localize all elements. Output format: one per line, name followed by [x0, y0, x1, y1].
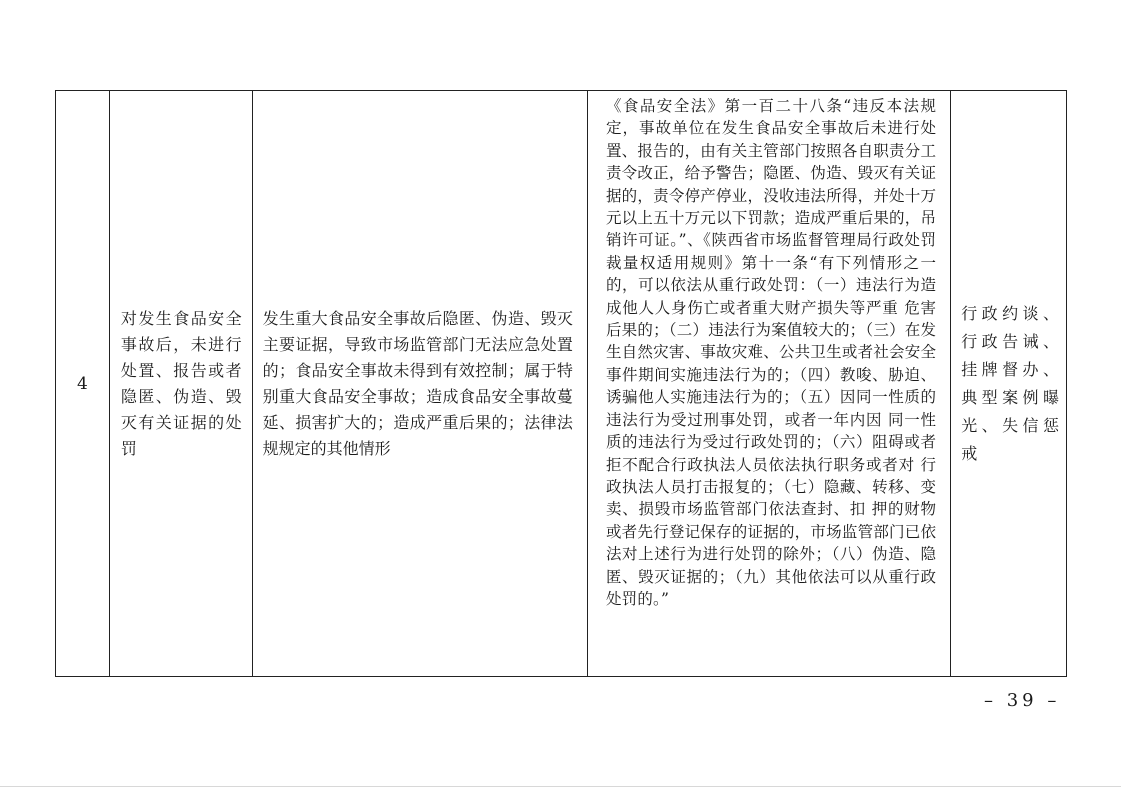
page-edge-line — [0, 786, 1121, 787]
circumstances-text: 发生重大食品安全事故后隐匿、伪造、毁灭主要证据，导致市场监管部门无法应急处置的；食品安全事故未得到有效控制；属于特别重大食品安全事故；造成食品安全事故蔓延、损害扩大的；造成严重后果的；法律法规规定的其他情形 — [262, 308, 573, 458]
page-number: – 39 – — [984, 690, 1061, 711]
measures-text: 行政约谈、行政告诫、挂牌督办、典型案例曝光、失信惩戒 — [961, 303, 1060, 463]
row-number-cell — [56, 91, 110, 676]
circumstances-cell — [253, 91, 588, 676]
violation-item-text: 对发生食品安全事故后，未进行处置、报告或者隐匿、伪造、毁灭有关证据的处罚 — [120, 308, 242, 458]
violation-item-cell — [110, 91, 253, 676]
penalty-table — [55, 90, 1067, 677]
legal-basis-cell — [588, 91, 951, 676]
legal-basis-text: 《食品安全法》第一百二十八条“违反本法规定，事故单位在发生食品安全事故后未进行处置、报告的，由有关主管部门按照各自职责分工责令改正，给予警告；隐匿、伪造、毁灭有关证据的，责令停产停业，没收违法所得，并处十万元以上五十万元以下罚款；造成严重后果的，吊销许可证。”、《陕西省市场监督管理局行政处罚裁量权适用规则》第十一条“有下列情形之一的，可以依法从重行政处罚：（一）违法行为造成他人人身伤亡或者重大财产损失等严重 危害后果的；（二）违法行为案值较大的；（三）在发生自然灾害、事故灾难、公共卫生或者社会安全 事件期间实施违法行为的；（四）教唆、胁迫、诱骗他人实施违法行为的；（五）因同一性质的违法行为受过刑事处罚，或者一年内因 同一性质的违法行为受过行政处罚的；（六）阻碍或者拒不配合行政执法人员依法执行职务或者对 行政执法人员打击报复的；（七）隐藏、转移、变卖、损毁市场监管部门依法查封、扣 押的财物或者先行登记保存的证据的，市场监管部门已依法对上述行为进行处罚的除外；（八）伪造、隐匿、毁灭证据的；（九）其他依法可以从重行政处罚的。” — [605, 97, 937, 608]
measures-cell — [951, 91, 1066, 676]
row-number: 4 — [77, 373, 88, 394]
